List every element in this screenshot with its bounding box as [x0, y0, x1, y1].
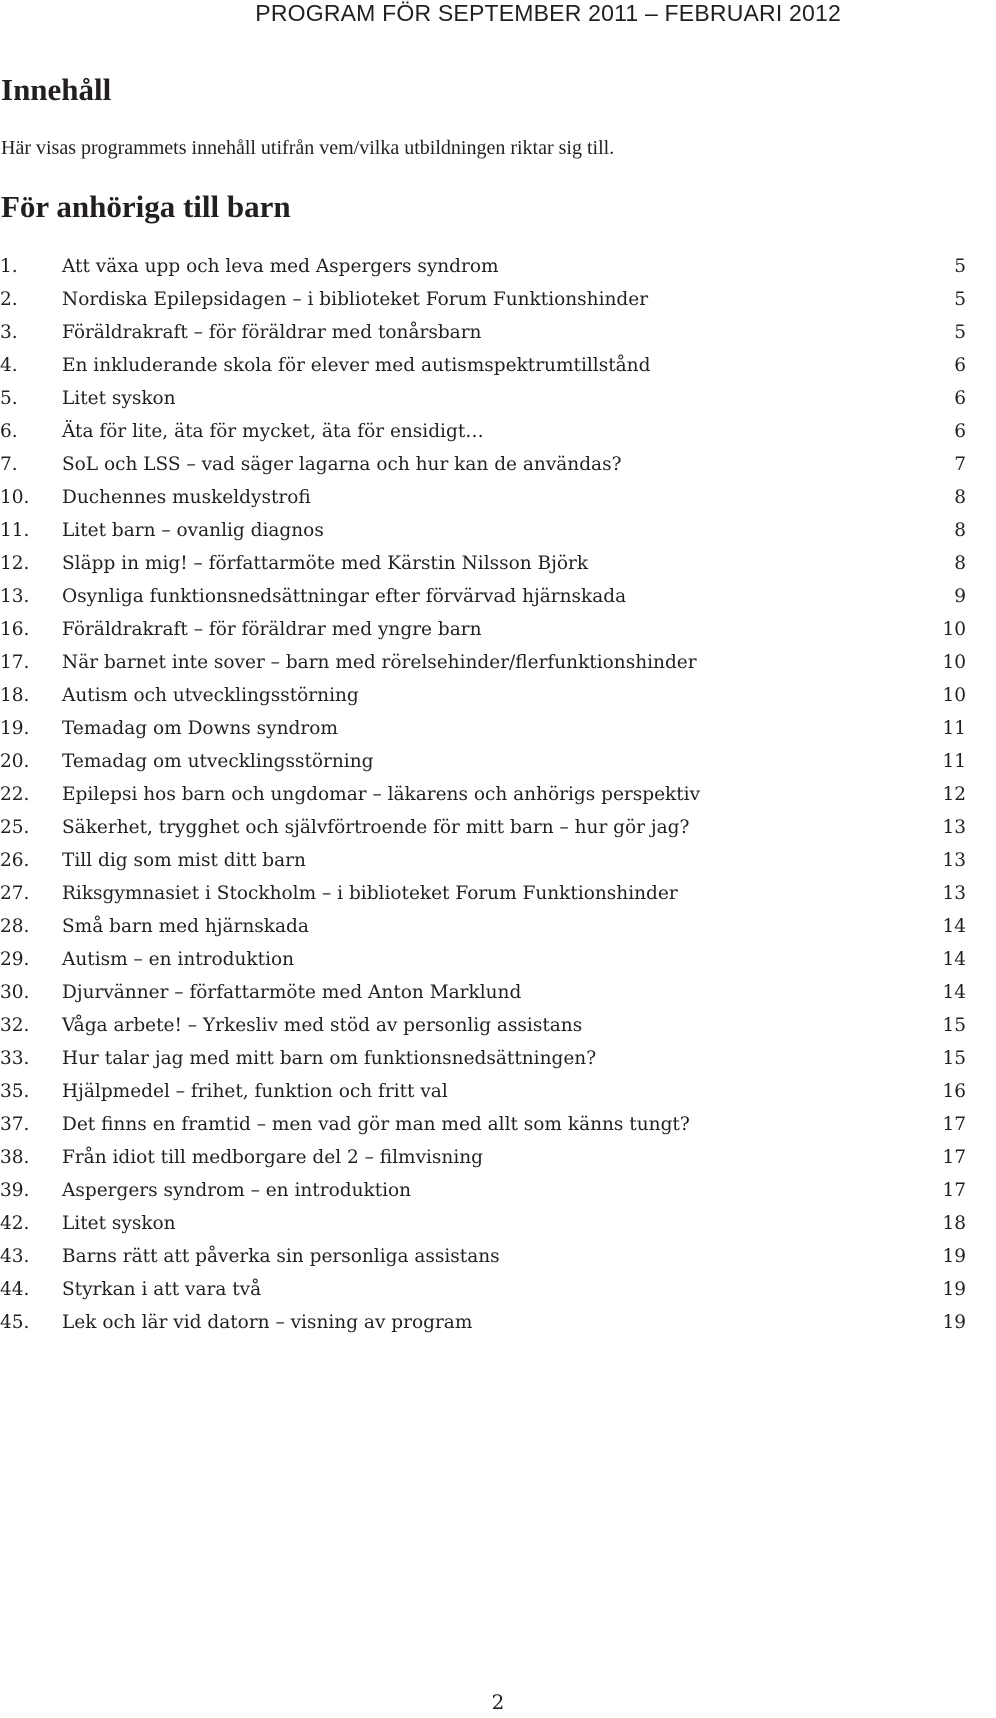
entry-title: Små barn med hjärnskada [62, 916, 309, 937]
entry-title: Det finns en framtid – men vad gör man med allt som känns tungt? [62, 1114, 690, 1135]
entry-title: Att växa upp och leva med Aspergers syndrom [62, 256, 499, 277]
entry-title: Aspergers syndrom – en introduktion [62, 1180, 412, 1201]
entry-number: 5. [0, 388, 18, 409]
entry-page: 6 [954, 355, 966, 376]
entry-title: Hur talar jag med mitt barn om funktionsnedsättningen? [62, 1048, 597, 1069]
toc-entry[interactable] [0, 613, 966, 646]
entry-title: Litet syskon [62, 1213, 176, 1234]
entry-page: 12 [942, 784, 966, 805]
entry-page: 13 [942, 817, 966, 838]
entry-title: Osynliga funktionsnedsättningar efter förvärvad hjärnskada [62, 586, 627, 607]
entry-number: 11. [0, 520, 30, 541]
toc-entry[interactable] [0, 679, 966, 712]
entry-number: 32. [0, 1015, 30, 1036]
toc-entry[interactable] [0, 1240, 966, 1273]
entry-title: Temadag om Downs syndrom [62, 718, 338, 739]
entry-number: 42. [0, 1213, 30, 1234]
toc-entry[interactable] [0, 547, 966, 580]
intro-text: Här visas programmets innehåll utifrån vem/vilka utbildningen riktar sig till. [1, 137, 615, 159]
entry-page: 16 [942, 1081, 966, 1102]
entry-page: 8 [954, 520, 966, 541]
entry-title: En inkluderande skola för elever med autismspektrumtillstånd [62, 355, 651, 376]
entry-page: 14 [942, 982, 966, 1003]
entry-page: 19 [942, 1279, 966, 1300]
entry-page: 15 [942, 1015, 966, 1036]
toc-entry[interactable] [0, 448, 966, 481]
entry-page: 17 [942, 1147, 966, 1168]
entry-number: 3. [0, 322, 18, 343]
entry-title: Säkerhet, trygghet och självförtroende för mitt barn – hur gör jag? [62, 817, 690, 838]
entry-page: 10 [942, 685, 966, 706]
entry-page: 11 [942, 718, 966, 739]
entry-title: Föräldrakraft – för föräldrar med tonårsbarn [62, 322, 482, 343]
toc-entry[interactable] [0, 646, 966, 679]
entry-title: Till dig som mist ditt barn [62, 850, 306, 871]
page-title: Innehåll [1, 72, 112, 107]
entry-title: Barns rätt att påverka sin personliga assistans [62, 1246, 500, 1267]
entry-title: Duchennes muskeldystrofi [62, 487, 311, 508]
entry-number: 10. [0, 487, 30, 508]
page-header: PROGRAM FÖR SEPTEMBER 2011 – FEBRUARI 2012 [255, 0, 841, 26]
entry-number: 33. [0, 1048, 30, 1069]
section-title: För anhöriga till barn [1, 189, 291, 224]
toc-entry[interactable] [0, 778, 966, 811]
entry-number: 37. [0, 1114, 30, 1135]
entry-number: 25. [0, 817, 30, 838]
entry-title: Hjälpmedel – frihet, funktion och fritt val [62, 1081, 448, 1102]
entry-title: Epilepsi hos barn och ungdomar – läkarens och anhörigs perspektiv [62, 784, 701, 805]
entry-number: 22. [0, 784, 30, 805]
entry-page: 17 [942, 1114, 966, 1135]
toc-entry[interactable] [0, 910, 966, 943]
entry-number: 19. [0, 718, 30, 739]
entry-title: Lek och lär vid datorn – visning av program [62, 1312, 473, 1333]
entry-number: 38. [0, 1147, 30, 1168]
toc-entry[interactable] [0, 943, 966, 976]
entry-page: 9 [954, 586, 966, 607]
entry-title: Litet barn – ovanlig diagnos [62, 520, 324, 541]
toc-entry[interactable] [0, 712, 966, 745]
entry-number: 16. [0, 619, 30, 640]
toc-entry[interactable] [0, 1174, 966, 1207]
entry-page: 13 [942, 883, 966, 904]
toc-entry[interactable] [0, 1141, 966, 1174]
entry-number: 27. [0, 883, 30, 904]
entry-page: 5 [954, 322, 966, 343]
entry-number: 2. [0, 289, 18, 310]
entry-page: 11 [942, 751, 966, 772]
entry-page: 5 [954, 289, 966, 310]
entry-number: 17. [0, 652, 30, 673]
toc-entry[interactable] [0, 316, 966, 349]
entry-number: 45. [0, 1312, 30, 1333]
entry-number: 18. [0, 685, 30, 706]
entry-title: Våga arbete! – Yrkesliv med stöd av personlig assistans [62, 1015, 583, 1036]
entry-number: 39. [0, 1180, 30, 1201]
entry-page: 19 [942, 1246, 966, 1267]
entry-number: 26. [0, 850, 30, 871]
toc-entry[interactable] [0, 1273, 966, 1306]
entry-title: Autism – en introduktion [62, 949, 295, 970]
entry-page: 15 [942, 1048, 966, 1069]
entry-title: Styrkan i att vara två [62, 1279, 262, 1300]
toc-entry[interactable] [0, 745, 966, 778]
toc-entry[interactable] [0, 580, 966, 613]
entry-title: Äta för lite, äta för mycket, äta för ensidigt… [62, 421, 484, 442]
entry-page: 19 [942, 1312, 966, 1333]
entry-number: 44. [0, 1279, 30, 1300]
toc-entry[interactable] [0, 250, 966, 283]
entry-number: 30. [0, 982, 30, 1003]
entry-page: 14 [942, 916, 966, 937]
toc-entry[interactable] [0, 1306, 966, 1339]
entry-title: Släpp in mig! – författarmöte med Kärstin Nilsson Björk [62, 553, 589, 574]
toc-entry[interactable] [0, 811, 966, 844]
entry-page: 8 [954, 553, 966, 574]
entry-number: 29. [0, 949, 30, 970]
entry-page: 10 [942, 619, 966, 640]
entry-page: 6 [954, 388, 966, 409]
entry-page: 7 [954, 454, 966, 475]
entry-title: Djurvänner – författarmöte med Anton Marklund [62, 982, 522, 1003]
page-number: 2 [491, 1690, 505, 1714]
entry-title: Autism och utvecklingsstörning [62, 685, 359, 706]
entry-title: Föräldrakraft – för föräldrar med yngre barn [62, 619, 482, 640]
toc-entry[interactable] [0, 1042, 966, 1075]
entry-page: 10 [942, 652, 966, 673]
entry-number: 43. [0, 1246, 30, 1267]
entry-number: 4. [0, 355, 18, 376]
entry-number: 13. [0, 586, 30, 607]
entry-number: 1. [0, 256, 18, 277]
entry-page: 18 [942, 1213, 966, 1234]
toc-entry[interactable] [0, 382, 966, 415]
entry-page: 14 [942, 949, 966, 970]
entry-number: 20. [0, 751, 30, 772]
entry-page: 6 [954, 421, 966, 442]
entry-page: 13 [942, 850, 966, 871]
entry-title: Nordiska Epilepsidagen – i biblioteket Forum Funktionshinder [62, 289, 649, 310]
entry-title: Från idiot till medborgare del 2 – filmvisning [62, 1147, 484, 1168]
toc-entry[interactable] [0, 1009, 966, 1042]
entry-number: 12. [0, 553, 30, 574]
entry-title: SoL och LSS – vad säger lagarna och hur kan de användas? [62, 454, 622, 475]
toc-entry[interactable] [0, 481, 966, 514]
entry-number: 7. [0, 454, 18, 475]
toc-entry[interactable] [0, 976, 966, 1009]
entry-title: Riksgymnasiet i Stockholm – i biblioteket Forum Funktionshinder [62, 883, 678, 904]
toc-entry[interactable] [0, 877, 966, 910]
toc-entry[interactable] [0, 844, 966, 877]
toc-entry[interactable] [0, 283, 966, 316]
toc-entry[interactable] [0, 1207, 966, 1240]
entry-page: 17 [942, 1180, 966, 1201]
entry-title: Litet syskon [62, 388, 176, 409]
entry-number: 6. [0, 421, 18, 442]
entry-title: Temadag om utvecklingsstörning [62, 751, 374, 772]
table-of-contents [0, 250, 966, 1339]
toc-entry[interactable] [0, 349, 966, 382]
toc-entry[interactable] [0, 1108, 966, 1141]
entry-number: 35. [0, 1081, 30, 1102]
toc-entry[interactable] [0, 514, 966, 547]
entry-title: När barnet inte sover – barn med rörelsehinder/flerfunktionshinder [62, 652, 697, 673]
toc-entry[interactable] [0, 415, 966, 448]
entry-page: 5 [954, 256, 966, 277]
entry-page: 8 [954, 487, 966, 508]
entry-number: 28. [0, 916, 30, 937]
toc-entry[interactable] [0, 1075, 966, 1108]
